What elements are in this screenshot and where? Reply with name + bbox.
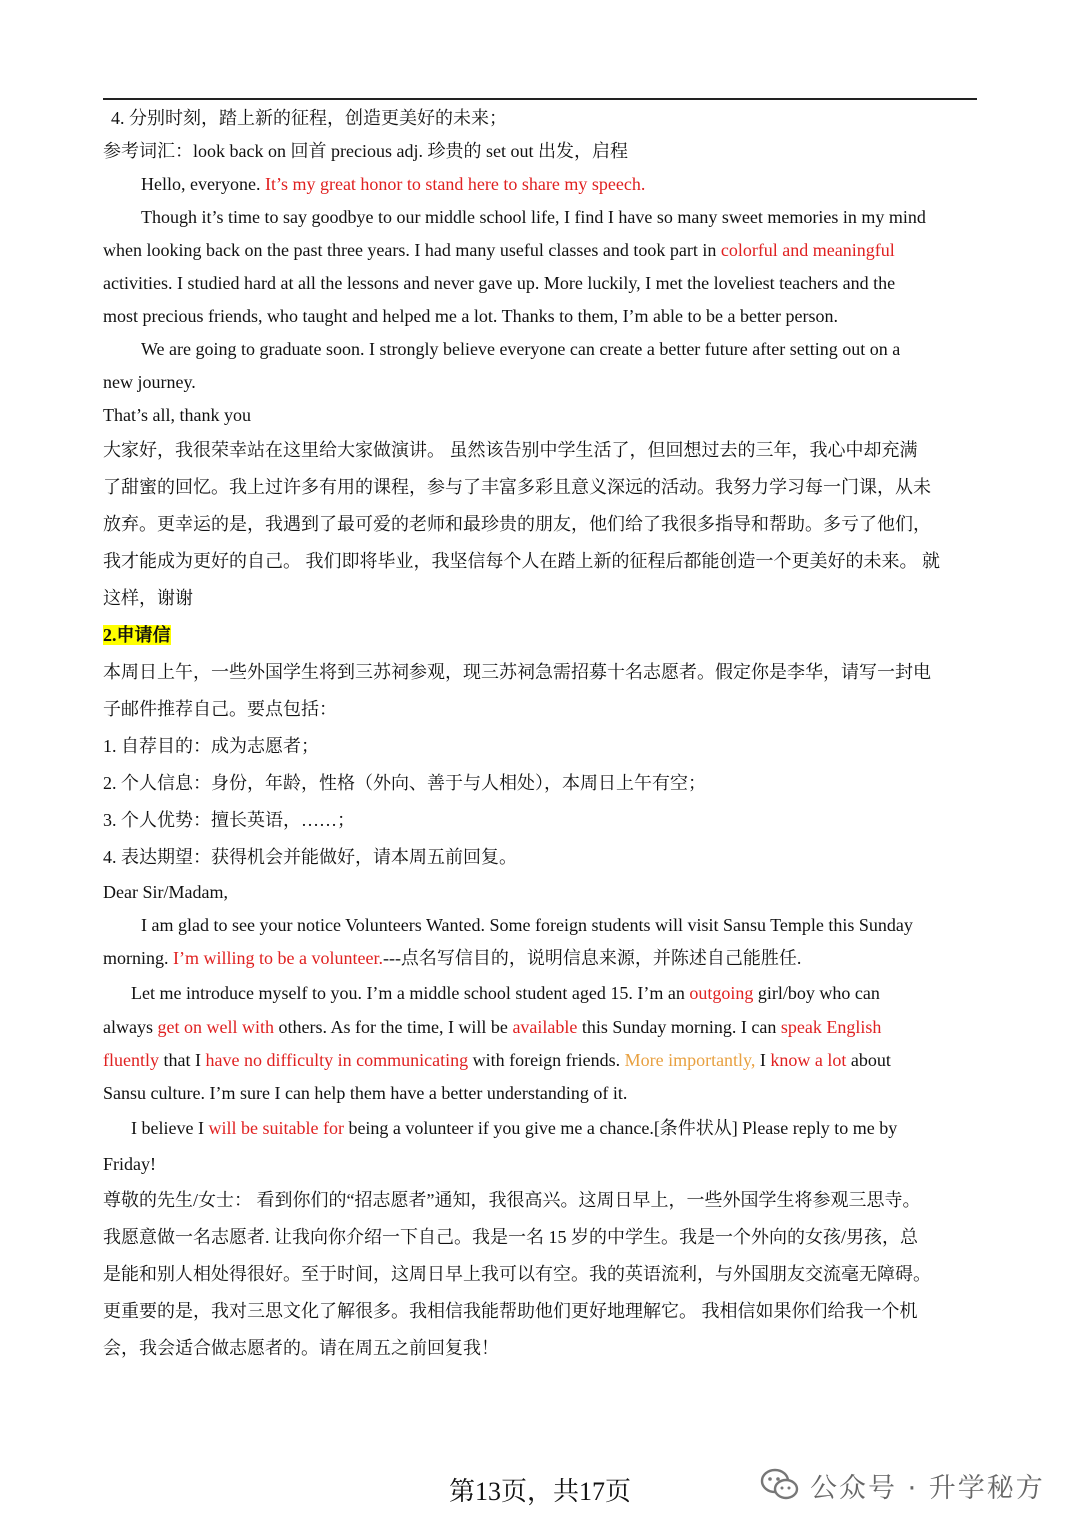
task-point: 2. 个人信息：身份，年龄，性格（外向、善于与人相处），本周日上午有空； bbox=[103, 773, 706, 793]
chinese-translation-line: 更重要的是，我对三思文化了解很多。我相信我能帮助他们更好地理解它。 我相信如果你们给我一个机 bbox=[103, 1301, 918, 1321]
letter-line: I believe I will be suitable for being a volunteer if you give me a chance.[条件状从] Please reply to me by bbox=[131, 1118, 898, 1138]
letter-line: Let me introduce myself to you. I’m a middle school student aged 15. I’m an outgoing girl/boy who can bbox=[131, 983, 880, 1003]
speech-line: when looking back on the past three years. I had many useful classes and took part in colorful and meaningful bbox=[103, 240, 895, 260]
task-point: 3. 个人优势：擅长英语，……； bbox=[103, 810, 355, 830]
task-line: 子邮件推荐自己。要点包括： bbox=[103, 699, 337, 719]
section-heading: 2.申请信 bbox=[103, 625, 171, 645]
letter-line: I am glad to see your notice Volunteers Wanted. Some foreign students will visit Sansu Temple this Sunday bbox=[141, 915, 913, 935]
chinese-translation-line: 会，我会适合做志愿者的。请在周五之前回复我！ bbox=[103, 1338, 499, 1358]
letter-line: Friday! bbox=[103, 1154, 156, 1174]
vocab-line: 参考词汇：look back on 回首 precious adj. 珍贵的 set out 出发，启程 bbox=[103, 141, 628, 161]
letter-line: always get on well with others. As for the time, I will be available this Sunday morning. I can speak English bbox=[103, 1017, 882, 1037]
chinese-translation-line: 大家好，我很荣幸站在这里给大家做演讲。 虽然该告别中学生活了，但回想过去的三年，我心中却充满 bbox=[103, 440, 918, 460]
chinese-translation-line: 这样，谢谢 bbox=[103, 588, 193, 608]
speech-line: Though it’s time to say goodbye to our middle school life, I find I have so many sweet memories in my mind bbox=[141, 207, 926, 227]
header-rule bbox=[103, 98, 977, 100]
task-line: 本周日上午，一些外国学生将到三苏祠参观，现三苏祠急需招募十名志愿者。假定你是李华，请写一封电 bbox=[103, 662, 931, 682]
task-point: 1. 自荐目的：成为志愿者； bbox=[103, 736, 319, 756]
speech-line: most precious friends, who taught and helped me a lot. Thanks to them, I’m able to be a better person. bbox=[103, 306, 838, 326]
watermark bbox=[760, 1462, 1045, 1508]
letter-greeting: Dear Sir/Madam, bbox=[103, 882, 228, 902]
page-number: 第13页，共17页 bbox=[448, 1477, 631, 1506]
letter-line: fluently that I have no difficulty in communicating with foreign friends. More importantly, I know a lot about bbox=[103, 1050, 891, 1070]
chinese-translation-line: 了甜蜜的回忆。我上过许多有用的课程，参与了丰富多彩且意义深远的活动。我努力学习每一门课，从未 bbox=[103, 477, 931, 497]
task-point: 4. 表达期望：获得机会并能做好，请本周五前回复。 bbox=[103, 847, 517, 867]
speech-line: new journey. bbox=[103, 372, 196, 392]
speech-opening: Hello, everyone. It’s my great honor to stand here to share my speech. bbox=[141, 174, 646, 194]
chinese-translation-line: 我才能成为更好的自己。 我们即将毕业，我坚信每个人在踏上新的征程后都能创造一个更美好的未来。 就 bbox=[103, 551, 940, 571]
point-4: 4. 分别时刻，踏上新的征程，创造更美好的未来； bbox=[111, 108, 507, 128]
chinese-translation-line: 放弃。更幸运的是，我遇到了最可爱的老师和最珍贵的朋友，他们给了我很多指导和帮助。多亏了他们， bbox=[103, 514, 931, 534]
letter-line: Sansu culture. I’m sure I can help them have a better understanding of it. bbox=[103, 1083, 628, 1103]
speech-line: activities. I studied hard at all the lessons and never gave up. More luckily, I met the loveliest teachers and the bbox=[103, 273, 896, 293]
speech-closing: That’s all, thank you bbox=[103, 405, 251, 425]
document-body bbox=[103, 102, 977, 1367]
wechat-icon bbox=[760, 1468, 800, 1502]
letter-line: morning. I’m willing to be a volunteer.---点名写信目的，说明信息来源，并陈述自己能胜任. bbox=[103, 948, 802, 968]
chinese-translation-line: 是能和别人相处得很好。至于时间，这周日早上我可以有空。我的英语流利，与外国朋友交流毫无障碍。 bbox=[103, 1264, 931, 1284]
chinese-translation-line: 尊敬的先生/女士： 看到你们的“招志愿者”通知，我很高兴。这周日早上，一些外国学生将参观三思寺。 bbox=[103, 1190, 921, 1210]
watermark-text: 公众号 · 升学秘方 bbox=[810, 1472, 1045, 1504]
speech-line: We are going to graduate soon. I strongly believe everyone can create a better future after setting out on a bbox=[141, 339, 901, 359]
chinese-translation-line: 我愿意做一名志愿者. 让我向你介绍一下自己。我是一名 15 岁的中学生。我是一个外向的女孩/男孩，总 bbox=[103, 1227, 918, 1247]
